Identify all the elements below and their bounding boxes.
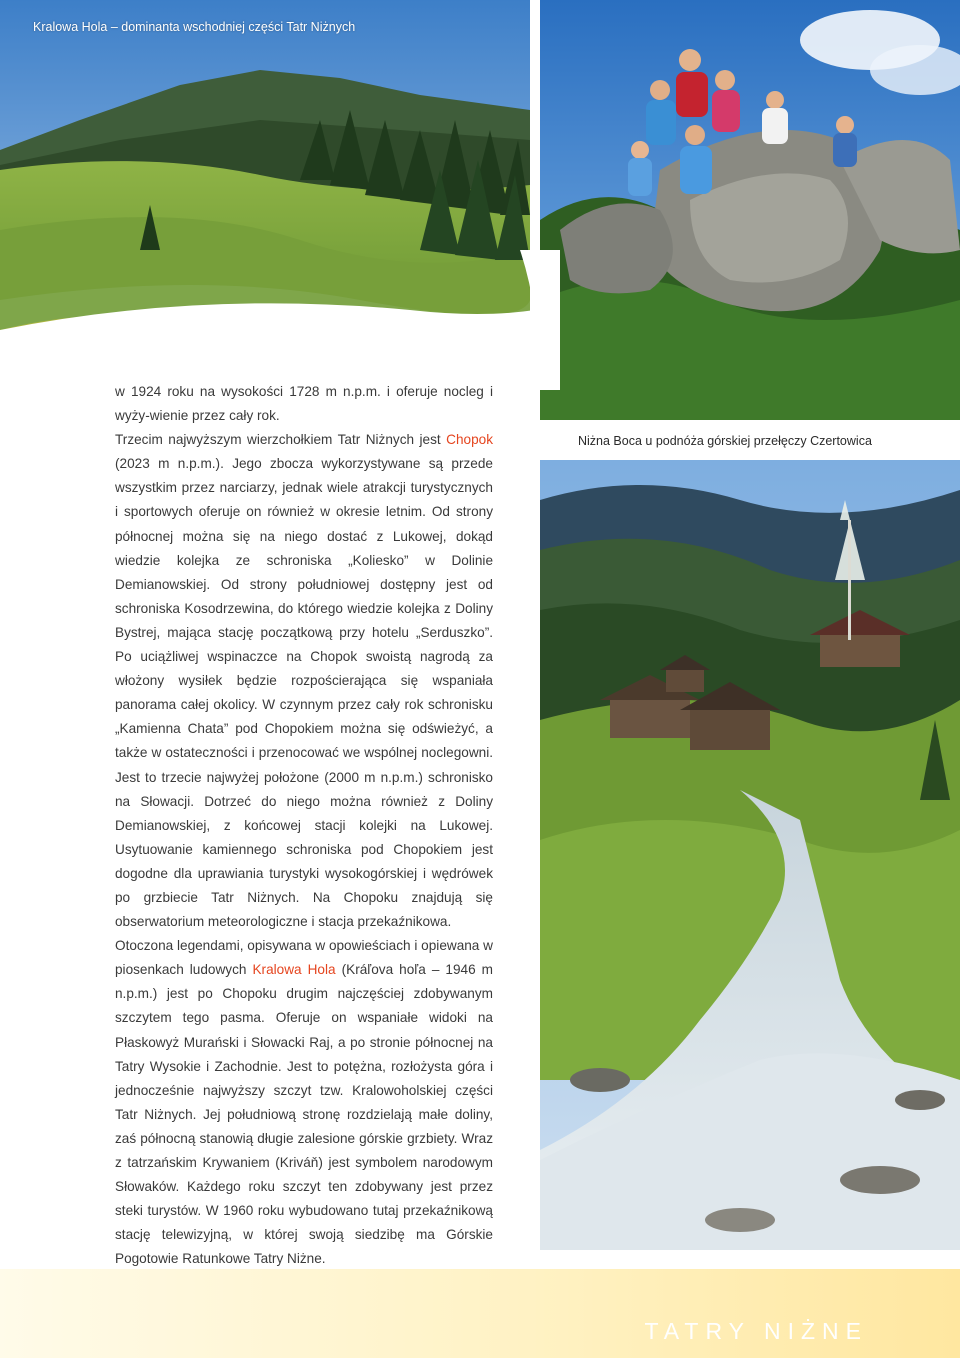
kralowa-hola-highlight: Kralowa Hola xyxy=(252,962,336,978)
p2-text-start: Trzecim najwyższym wierzchołkiem Tatr Niżnych jest xyxy=(115,432,447,448)
paragraph-3 xyxy=(115,934,493,1271)
top-left-caption: Kralowa Hola – dominanta wschodniej części Tatr Niżnych xyxy=(33,20,356,34)
hikers-photo xyxy=(540,0,960,420)
paragraph-1: w 1924 roku na wysokości 1728 m n.p.m. i oferuje nocleg i wyży-wienie przez cały rok. xyxy=(115,384,493,424)
curve-mask xyxy=(0,250,560,390)
chopok-highlight: Chopok xyxy=(446,432,493,448)
p3-text-rest: (Kráľova hoľa – 1946 m n.p.m.) jest po Chopoku drugim najczęściej zdobywanym szczytem tego pasma. Oferuje on wspaniałe widoki na Płaskowyż Murański i Słowacki Raj, a po stronie północnej na Tatry Wysokie i Zachodnie. Jest to potężna, rozłożysta góra i jednocześnie najwyższy szczyt tzw. Kralowoholskiej części Tatr Niżnych. Jej południową stronę rozdzielają małe doliny, zaś północną stanowią długie zalesione górskie grzbiety. Wraz z tatrzańskim Krywaniem (Kriváň) jest symbolem narodowym Słowaków. Każdego roku szczyt ten zdobywany jest przez steki turystów. W 1960 roku wybudowano tutaj przekaźnikową stację telewizyjną, w której swoją siedzibę ma Górskie Pogotowie Ratunkowe Tatry Niżne. xyxy=(115,962,493,1267)
paragraph-2 xyxy=(115,428,493,934)
right-caption: Niżna Boca u podnóża górskiej przełęczy Czertowica xyxy=(578,434,872,448)
p2-text-rest: (2023 m n.p.m.). Jego zbocza wykorzystywane są przede wszystkim przez narciarzy, jednak wiele atrakcji turystycznych i sportowych oferuje on również w okresie letnim. Od strony północnej można się na niego dostać z Lukowej, dokąd wiedzie kolejka ze schroniska „Koliesko” w Dolinie Demianowskiej. Od strony południowej dostępny jest od schroniska Kosodrzewina, do którego wiedzie kolejka z Doliny Bystrej, mająca stację początkową przy hotelu „Serduszko”. Po uciążliwej wspinaczce na Chopok swoistą nagrodą za włożony wysiłek będzie rozpościerająca się wspaniała panorama całej okolicy. W czynnym przez cały rok schronisku „Kamienna Chata” pod Chopokiem można się odświeżyć, a także w ostateczności i przenocować we wspólnej noclegowni. Jest to trzecie najwyżej położone (2000 m n.p.m.) schronisko na Słowacji. Dotrzeć do niego można również z Doliny Demianowskiej, z końcowej stacji kolejki na Lukowej. Usytuowanie kamiennego schroniska pod Chopokiem jest dogodne dla uprawiania turystyki wysokogórskiej i wędrówek po grzbiecie Tatr Niżnych. Na Chopoku znajdują się obserwatorium meteorologiczne i stacja przekaźnikowa. xyxy=(115,456,493,930)
footer-brand: TATRY NIŻNE xyxy=(644,1318,868,1344)
valley-photo xyxy=(540,460,960,1250)
p3-text-start: Otoczona legendami, opisywana w opowieściach i opiewana w piosenkach ludowych xyxy=(115,938,493,978)
article-body xyxy=(115,380,493,1271)
